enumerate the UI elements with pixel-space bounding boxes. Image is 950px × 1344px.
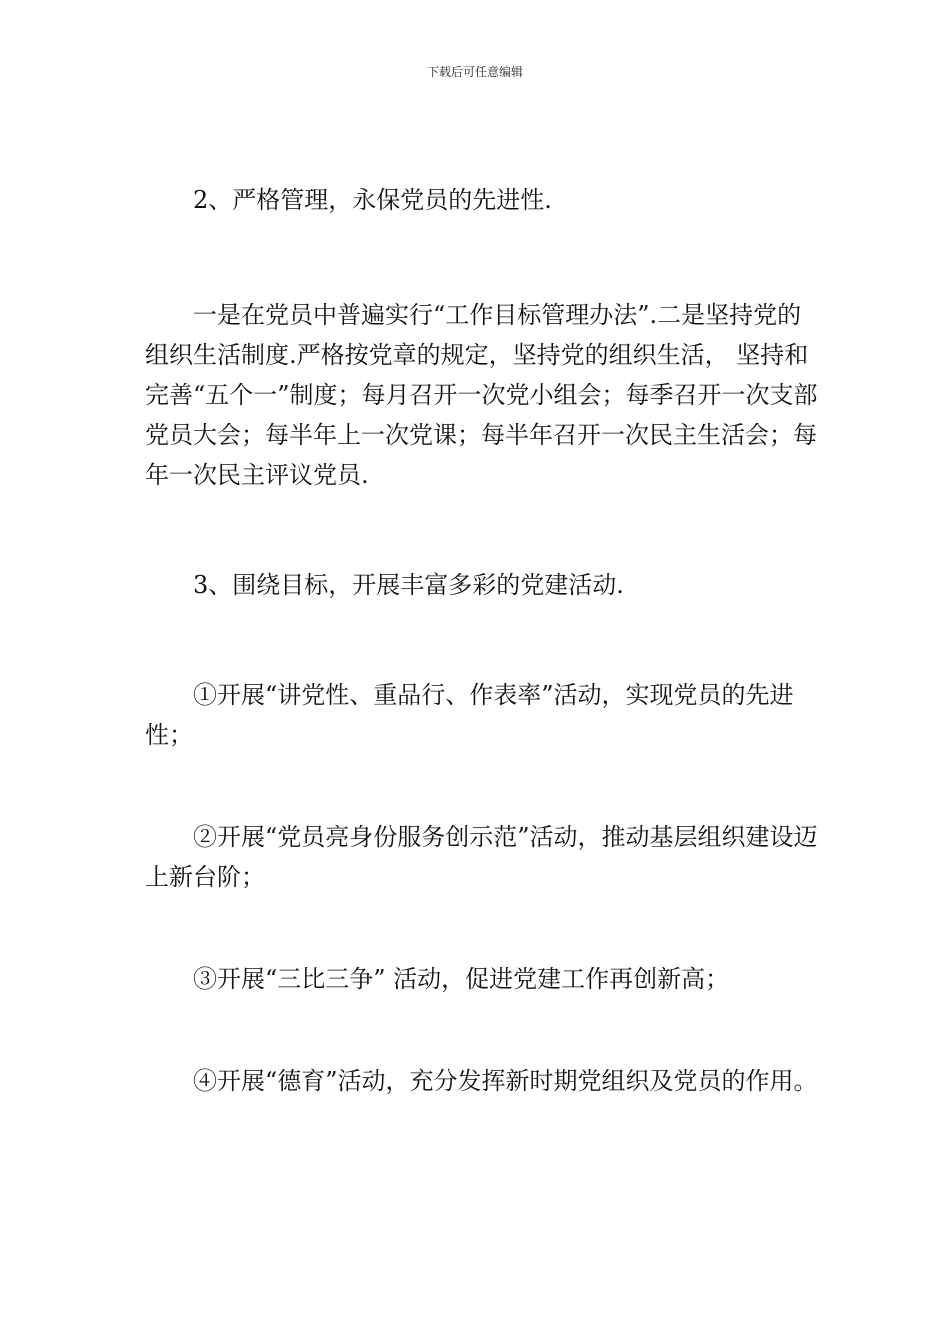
page-header: 下载后可任意编辑 (426, 65, 523, 79)
list-item-activity-3: ③开展“三比三争” 活动，促进党建工作再创新高； (193, 965, 730, 993)
section-heading-3: 3、围绕目标，开展丰富多彩的党建活动. (193, 571, 624, 599)
list-item-activity-2: ②开展“党员亮身份服务创示范”活动，推动基层组织建设迈上新台阶； (145, 823, 818, 891)
list-item-activity-4: ④开展“德育”活动，充分发挥新时期党组织及党员的作用。 (193, 1067, 818, 1095)
paragraph-organization-life: 一是在党员中普遍实行“工作目标管理办法”.二是坚持党的组织生活制度.严格按党章的规定，坚持党的组织生活， 坚持和完善“五个一”制度；每月召开一次党小组会；每季召开一次支部党员大会；每半年上一次党课；每半年召开一次民主生活会；每年一次民主评议党员. (145, 301, 818, 489)
section-heading-2: 2、严格管理，永保党员的先进性. (193, 186, 552, 214)
document-body (145, 180, 825, 1101)
list-item-activity-1: ①开展“讲党性、重品行、作表率”活动，实现党员的先进性； (145, 681, 794, 749)
